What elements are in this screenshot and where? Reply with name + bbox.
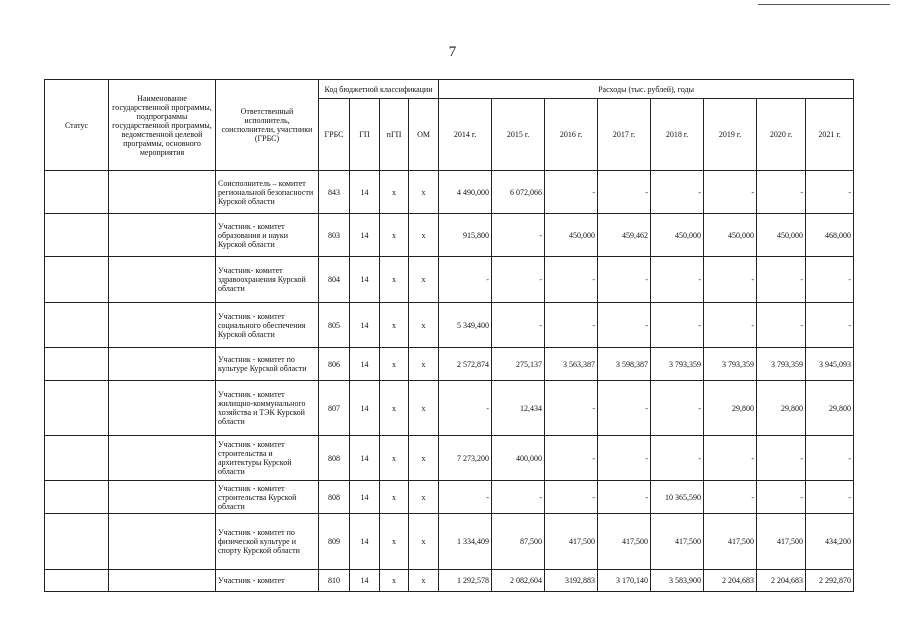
top-rule: [758, 4, 890, 5]
expense-cell: 12,434: [492, 381, 545, 436]
expense-cell: 2 204,683: [757, 570, 806, 592]
expense-cell: 3 170,140: [598, 570, 651, 592]
expense-cell: 450,000: [757, 214, 806, 257]
header-year: 2017 г.: [598, 99, 651, 171]
expense-cell: 3 598,387: [598, 348, 651, 381]
expense-cell: -: [651, 171, 704, 214]
om-cell: х: [409, 303, 439, 348]
expense-cell: 2 204,683: [704, 570, 757, 592]
grbs-cell: 843: [319, 171, 350, 214]
participant-cell: Участник - комитет образования и науки Курской области: [216, 214, 319, 257]
expense-cell: 2 082,604: [492, 570, 545, 592]
expense-cell: -: [545, 257, 598, 303]
expense-cell: 87,500: [492, 514, 545, 570]
grbs-cell: 806: [319, 348, 350, 381]
expense-cell: 3 945,093: [806, 348, 854, 381]
table-row: [45, 514, 854, 570]
header-year: 2015 г.: [492, 99, 545, 171]
expense-cell: -: [545, 481, 598, 514]
expense-cell: 417,500: [651, 514, 704, 570]
expense-cell: 2 572,874: [439, 348, 492, 381]
om-cell: х: [409, 570, 439, 592]
expense-cell: -: [545, 303, 598, 348]
expense-cell: -: [806, 171, 854, 214]
expense-cell: 417,500: [598, 514, 651, 570]
participant-cell: Участник - комитет строительства и архитектуры Курской области: [216, 436, 319, 481]
gp-cell: 14: [350, 481, 380, 514]
expense-cell: -: [757, 171, 806, 214]
expense-cell: -: [598, 436, 651, 481]
expense-cell: -: [545, 171, 598, 214]
expense-cell: 3 793,359: [757, 348, 806, 381]
expense-cell: 29,800: [704, 381, 757, 436]
budget-table: [44, 79, 854, 592]
expense-cell: -: [598, 171, 651, 214]
om-cell: х: [409, 214, 439, 257]
expense-cell: 3 793,359: [651, 348, 704, 381]
gp-cell: 14: [350, 257, 380, 303]
status-cell: [45, 481, 109, 514]
status-cell: [45, 348, 109, 381]
page-number: 7: [448, 44, 457, 60]
expense-cell: 417,500: [757, 514, 806, 570]
program-cell: [109, 381, 216, 436]
expense-cell: -: [439, 381, 492, 436]
gp-cell: 14: [350, 348, 380, 381]
header-year: 2014 г.: [439, 99, 492, 171]
expense-cell: -: [545, 436, 598, 481]
program-cell: [109, 214, 216, 257]
status-cell: [45, 214, 109, 257]
header-code: пГП: [380, 99, 409, 171]
grbs-cell: 807: [319, 381, 350, 436]
expense-cell: 459,462: [598, 214, 651, 257]
expense-cell: -: [492, 481, 545, 514]
header-status: Статус: [45, 80, 109, 171]
grbs-cell: 808: [319, 481, 350, 514]
program-cell: [109, 257, 216, 303]
pgp-cell: х: [380, 570, 409, 592]
expense-cell: -: [806, 257, 854, 303]
expense-cell: -: [598, 381, 651, 436]
expense-cell: -: [598, 257, 651, 303]
expense-cell: 417,500: [704, 514, 757, 570]
expense-cell: -: [704, 257, 757, 303]
expense-cell: -: [704, 436, 757, 481]
gp-cell: 14: [350, 214, 380, 257]
expense-cell: -: [492, 303, 545, 348]
header-year: 2019 г.: [704, 99, 757, 171]
header-budget-code: Код бюджетной классификации: [319, 80, 439, 99]
pgp-cell: х: [380, 381, 409, 436]
expense-cell: 4 490,000: [439, 171, 492, 214]
expense-cell: -: [704, 171, 757, 214]
om-cell: х: [409, 348, 439, 381]
header-responsible: Ответственный исполнитель, соисполнители, участники (ГРБС): [216, 80, 319, 171]
table-row: [45, 214, 854, 257]
table-row: [45, 436, 854, 481]
program-cell: [109, 436, 216, 481]
table-row: [45, 171, 854, 214]
expense-cell: 7 273,200: [439, 436, 492, 481]
gp-cell: 14: [350, 514, 380, 570]
header-year: 2018 г.: [651, 99, 704, 171]
expense-cell: -: [757, 481, 806, 514]
expense-cell: -: [757, 436, 806, 481]
program-cell: [109, 348, 216, 381]
program-cell: [109, 514, 216, 570]
header-code: ГП: [350, 99, 380, 171]
header-year: 2021 г.: [806, 99, 854, 171]
expense-cell: 915,800: [439, 214, 492, 257]
expense-cell: -: [704, 303, 757, 348]
table-row: [45, 481, 854, 514]
status-cell: [45, 514, 109, 570]
expense-cell: 468,000: [806, 214, 854, 257]
expense-cell: -: [492, 214, 545, 257]
status-cell: [45, 570, 109, 592]
gp-cell: 14: [350, 436, 380, 481]
status-cell: [45, 381, 109, 436]
pgp-cell: х: [380, 257, 409, 303]
expense-cell: 450,000: [545, 214, 598, 257]
participant-cell: Участник- комитет здравоохранения Курской области: [216, 257, 319, 303]
gp-cell: 14: [350, 570, 380, 592]
table-row: [45, 257, 854, 303]
program-cell: [109, 570, 216, 592]
pgp-cell: х: [380, 303, 409, 348]
pgp-cell: х: [380, 436, 409, 481]
expense-cell: 275,137: [492, 348, 545, 381]
grbs-cell: 804: [319, 257, 350, 303]
table-row: [45, 348, 854, 381]
expense-cell: -: [757, 303, 806, 348]
expense-cell: -: [757, 257, 806, 303]
participant-cell: Участник - комитет по физической культуре и спорту Курской области: [216, 514, 319, 570]
expense-cell: 450,000: [704, 214, 757, 257]
expense-cell: 1 292,578: [439, 570, 492, 592]
expense-cell: 29,800: [806, 381, 854, 436]
expense-cell: -: [806, 303, 854, 348]
program-cell: [109, 481, 216, 514]
program-cell: [109, 171, 216, 214]
table-row: [45, 381, 854, 436]
expense-cell: -: [806, 436, 854, 481]
om-cell: х: [409, 257, 439, 303]
header-code: ГРБС: [319, 99, 350, 171]
header-year: 2016 г.: [545, 99, 598, 171]
gp-cell: 14: [350, 171, 380, 214]
expense-cell: 417,500: [545, 514, 598, 570]
participant-cell: Соисполнитель – комитет региональной безопасности Курской области: [216, 171, 319, 214]
expense-cell: 3 793,359: [704, 348, 757, 381]
grbs-cell: 810: [319, 570, 350, 592]
expense-cell: 3192,883: [545, 570, 598, 592]
pgp-cell: х: [380, 348, 409, 381]
expense-cell: 5 349,400: [439, 303, 492, 348]
status-cell: [45, 303, 109, 348]
expense-cell: 400,000: [492, 436, 545, 481]
expense-cell: -: [651, 436, 704, 481]
status-cell: [45, 436, 109, 481]
expense-cell: -: [651, 257, 704, 303]
header-program: Наименование государственной программы, подпрограммы государственной программы, ведомственной целевой программы, основного мероприятия: [109, 80, 216, 171]
expense-cell: -: [806, 481, 854, 514]
grbs-cell: 805: [319, 303, 350, 348]
expense-cell: -: [439, 257, 492, 303]
pgp-cell: х: [380, 514, 409, 570]
expense-cell: 450,000: [651, 214, 704, 257]
expense-cell: -: [651, 381, 704, 436]
expense-cell: 29,800: [757, 381, 806, 436]
participant-cell: Участник - комитет жилищно-коммунального хозяйства и ТЭК Курской области: [216, 381, 319, 436]
table-body: [45, 171, 854, 592]
expense-cell: 10 365,590: [651, 481, 704, 514]
expense-cell: 3 563,387: [545, 348, 598, 381]
expense-cell: 3 583,900: [651, 570, 704, 592]
expense-cell: 6 072,066: [492, 171, 545, 214]
expense-cell: -: [704, 481, 757, 514]
grbs-cell: 809: [319, 514, 350, 570]
expense-cell: 2 292,870: [806, 570, 854, 592]
expense-cell: -: [439, 481, 492, 514]
participant-cell: Участник - комитет: [216, 570, 319, 592]
om-cell: х: [409, 436, 439, 481]
expense-cell: -: [492, 257, 545, 303]
om-cell: х: [409, 514, 439, 570]
participant-cell: Участник - комитет по культуре Курской области: [216, 348, 319, 381]
gp-cell: 14: [350, 303, 380, 348]
participant-cell: Участник - комитет социального обеспечения Курской области: [216, 303, 319, 348]
status-cell: [45, 171, 109, 214]
expense-cell: 1 334,409: [439, 514, 492, 570]
pgp-cell: х: [380, 214, 409, 257]
program-cell: [109, 303, 216, 348]
header-code: ОМ: [409, 99, 439, 171]
header-expenses: Расходы (тыс. рублей), годы: [439, 80, 854, 99]
table-row: [45, 303, 854, 348]
table-row: [45, 570, 854, 592]
pgp-cell: х: [380, 481, 409, 514]
expense-cell: -: [651, 303, 704, 348]
om-cell: х: [409, 481, 439, 514]
expense-cell: -: [598, 481, 651, 514]
grbs-cell: 803: [319, 214, 350, 257]
pgp-cell: х: [380, 171, 409, 214]
gp-cell: 14: [350, 381, 380, 436]
expense-cell: -: [598, 303, 651, 348]
expense-cell: 434,200: [806, 514, 854, 570]
status-cell: [45, 257, 109, 303]
grbs-cell: 808: [319, 436, 350, 481]
om-cell: х: [409, 171, 439, 214]
participant-cell: Участник - комитет строительства Курской области: [216, 481, 319, 514]
om-cell: х: [409, 381, 439, 436]
expense-cell: -: [545, 381, 598, 436]
header-year: 2020 г.: [757, 99, 806, 171]
